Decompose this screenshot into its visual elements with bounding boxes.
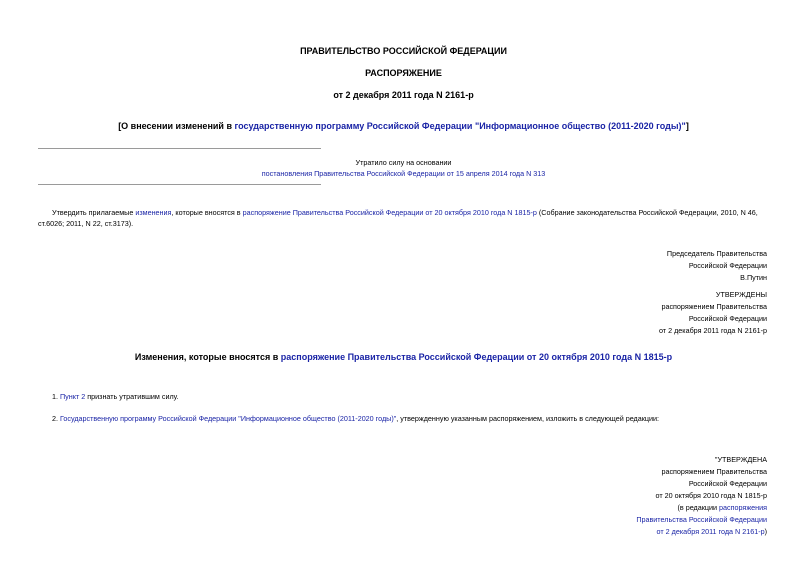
- signature-name: В.Путин: [740, 273, 767, 282]
- approved-line3: Российской Федерации: [688, 314, 767, 323]
- signature-org: Российской Федерации: [688, 261, 767, 270]
- edition-date-link[interactable]: от 2 декабря 2011 года N 2161-р: [656, 527, 765, 536]
- body-paragraph: [38, 207, 772, 219]
- order-1815-link[interactable]: распоряжение Правительства Российской Федерации от 20 октября 2010 года N 1815-р: [242, 208, 537, 217]
- program-approved-line2: распоряжением Правительства: [661, 467, 767, 476]
- edition-text: (в редакции: [677, 503, 720, 512]
- document-title: [0, 120, 807, 132]
- p1-text1: Утвердить прилагаемые: [52, 208, 136, 217]
- approved-line4: от 2 декабря 2011 года N 2161-р: [658, 326, 767, 335]
- signature-block: [667, 248, 767, 284]
- item2-program-link[interactable]: Государственную программу Российской Федерации "Информационное общество (2011-2020 годы)": [60, 414, 397, 423]
- title-prefix: [О внесении изменений в: [118, 121, 235, 131]
- document-type: РАСПОРЯЖЕНИЕ: [365, 68, 442, 78]
- edition-close: ): [764, 527, 767, 536]
- approved-line1: УТВЕРЖДЕНЫ: [715, 290, 767, 299]
- changes-link[interactable]: изменения: [135, 208, 172, 217]
- changes-heading-link[interactable]: распоряжение Правительства Российской Федерации от 20 октября 2010 года N 1815-р: [280, 352, 673, 362]
- document-date-number: от 2 декабря 2011 года N 2161-р: [333, 90, 474, 100]
- body-paragraph-line2: ст.6026; 2011, N 22, ст.3173).: [38, 219, 134, 228]
- item2-text: , утвержденную указанным распоряжением, изложить в следующей редакции:: [396, 414, 660, 423]
- program-approved-line1: "УТВЕРЖДЕНА: [714, 455, 767, 464]
- edition-order-link[interactable]: распоряжения: [719, 503, 767, 512]
- repeal-basis: [0, 168, 807, 180]
- item1-point-link[interactable]: Пункт 2: [60, 392, 86, 401]
- divider-top: [38, 148, 321, 149]
- changes-heading-prefix: Изменения, которые вносятся в: [134, 352, 281, 362]
- p1-text2: , которые вносятся в: [171, 208, 243, 217]
- p1-text3: (Собрание законодательства Российской Федерации, 2010, N 46,: [536, 208, 758, 217]
- program-approved-line4: от 20 октября 2010 года N 1815-р: [655, 491, 767, 500]
- list-item: [52, 413, 659, 425]
- approved-block: [659, 289, 767, 337]
- approved-line2: распоряжением Правительства: [661, 302, 767, 311]
- edition-government-link[interactable]: Правительства Российской Федерации: [636, 515, 767, 524]
- item2-number: 2.: [52, 414, 60, 423]
- signature-position: Председатель Правительства: [666, 249, 767, 258]
- item1-number: 1.: [52, 392, 60, 401]
- government-title: ПРАВИТЕЛЬСТВО РОССИЙСКОЙ ФЕДЕРАЦИИ: [300, 46, 507, 56]
- item1-text: признать утратившим силу.: [85, 392, 179, 401]
- repeal-note: Утратило силу на основании: [355, 158, 452, 167]
- program-approved-line5: [636, 502, 767, 514]
- title-program-link[interactable]: государственную программу Российской Федерации "Информационное общество (2011-2020 годы)": [234, 121, 686, 131]
- program-approved-line7: [636, 526, 767, 538]
- title-suffix: ]: [685, 121, 689, 131]
- program-approved-block: [636, 454, 767, 538]
- divider-bottom: [38, 184, 321, 185]
- program-approved-line3: Российской Федерации: [688, 479, 767, 488]
- program-approved-line6: [636, 514, 767, 526]
- changes-heading: [0, 351, 807, 363]
- repeal-decree-link[interactable]: постановления Правительства Российской Федерации от 15 апреля 2014 года N 313: [261, 169, 546, 178]
- list-item: [52, 391, 179, 403]
